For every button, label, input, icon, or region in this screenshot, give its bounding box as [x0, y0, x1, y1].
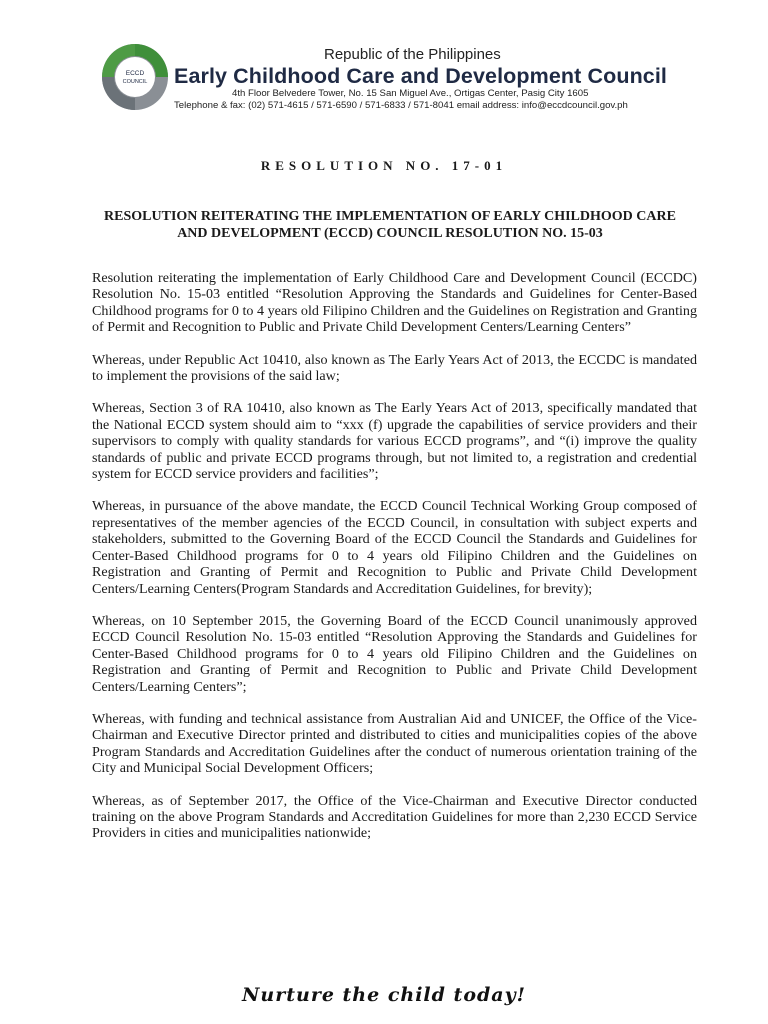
resolution-title: RESOLUTION REITERATING THE IMPLEMENTATION OF EARLY CHILDHOOD CARE AND DEVELOPMENT (ECCD) COUNCIL RESOLUTION NO. 15-03	[104, 209, 676, 241]
footer-slogan: Nurture the child today!	[242, 984, 526, 1006]
paragraph: Whereas, as of September 2017, the Office of the Vice-Chairman and Executive Director conducted training on the above Program Standards and Accreditation Guidelines for more than 2,230 ECCD Service Providers in cities and municipalities nationwide;	[92, 792, 697, 842]
resolution-body	[92, 270, 697, 858]
paragraph: Whereas, on 10 September 2015, the Governing Board of the ECCD Council unanimously approved ECCD Council Resolution No. 15-03 entitled “Resolution Approving the Standards and Guidelines for Center-Based Childhood programs for 0 to 4 years old Filipino Children and the Guidelines on Registration and Granting of Permit and Recognition to Public and Private Child Development Centers/Learning Centers”;	[92, 612, 697, 695]
paragraph: Resolution reiterating the implementation of Early Childhood Care and Development Council (ECCDC) Resolution No. 15-03 entitled “Resolution Approving the Standards and Guidelines for Center-Based Childhood programs for 0 to 4 years old Filipino Children and the Guidelines on Registration and Granting of Permit and Recognition to Public and Private Child Development Centers/Learning Centers”	[92, 270, 697, 336]
svg-text:COUNCIL: COUNCIL	[122, 79, 148, 85]
council-contact: Telephone & fax: (02) 571-4615 / 571-6590 / 571-6833 / 571-8041 email address: info@eccdcouncil.gov.ph	[174, 100, 628, 111]
paragraph: Whereas, Section 3 of RA 10410, also known as The Early Years Act of 2013, specifically mandated that the National ECCD system should aim to “xxx (f) upgrade the capabilities of service providers and their supervisors to comply with quality standards for various ECCD programs”, and “(i) improve the quality standards of public and private ECCD programs through, but not limited to, a registration and credential system for ECCD service providers and facilities”;	[92, 400, 697, 483]
resolution-number: RESOLUTION NO. 17-01	[260, 158, 508, 173]
svg-text:ECCD: ECCD	[125, 70, 145, 77]
seal-logo-icon	[100, 42, 170, 112]
eccd-council-seal	[100, 42, 170, 112]
council-address: 4th Floor Belvedere Tower, No. 15 San Miguel Ave., Ortigas Center, Pasig City 1605	[232, 88, 589, 99]
paragraph: Whereas, under Republic Act 10410, also known as The Early Years Act of 2013, the ECCDC is mandated to implement the provisions of the said law;	[92, 351, 697, 385]
paragraph: Whereas, with funding and technical assistance from Australian Aid and UNICEF, the Office of the Vice-Chairman and Executive Director printed and distributed to cities and municipalities copies of the above Program Standards and Accreditation Guidelines after the conduct of numerous orientation training of the City and Municipal Social Development Officers;	[92, 710, 697, 777]
paragraph: Whereas, in pursuance of the above mandate, the ECCD Council Technical Working Group composed of representatives of the member agencies of the ECCD Council, in consultation with subject experts and stakeholders, submitted to the Governing Board of the ECCD Council the Standards and Guidelines for Center-Based Childhood programs for 0 to 4 years old Filipino Children and the Guidelines on Registration and Granting of Permit and Recognition to Public and Private Child Development Centers/Learning Centers(Program Standards and Accreditation Guidelines, for brevity);	[92, 498, 697, 597]
republic-line: Republic of the Philippines	[324, 46, 501, 63]
letterhead	[100, 42, 720, 114]
council-name: Early Childhood Care and Development Council	[174, 64, 667, 88]
